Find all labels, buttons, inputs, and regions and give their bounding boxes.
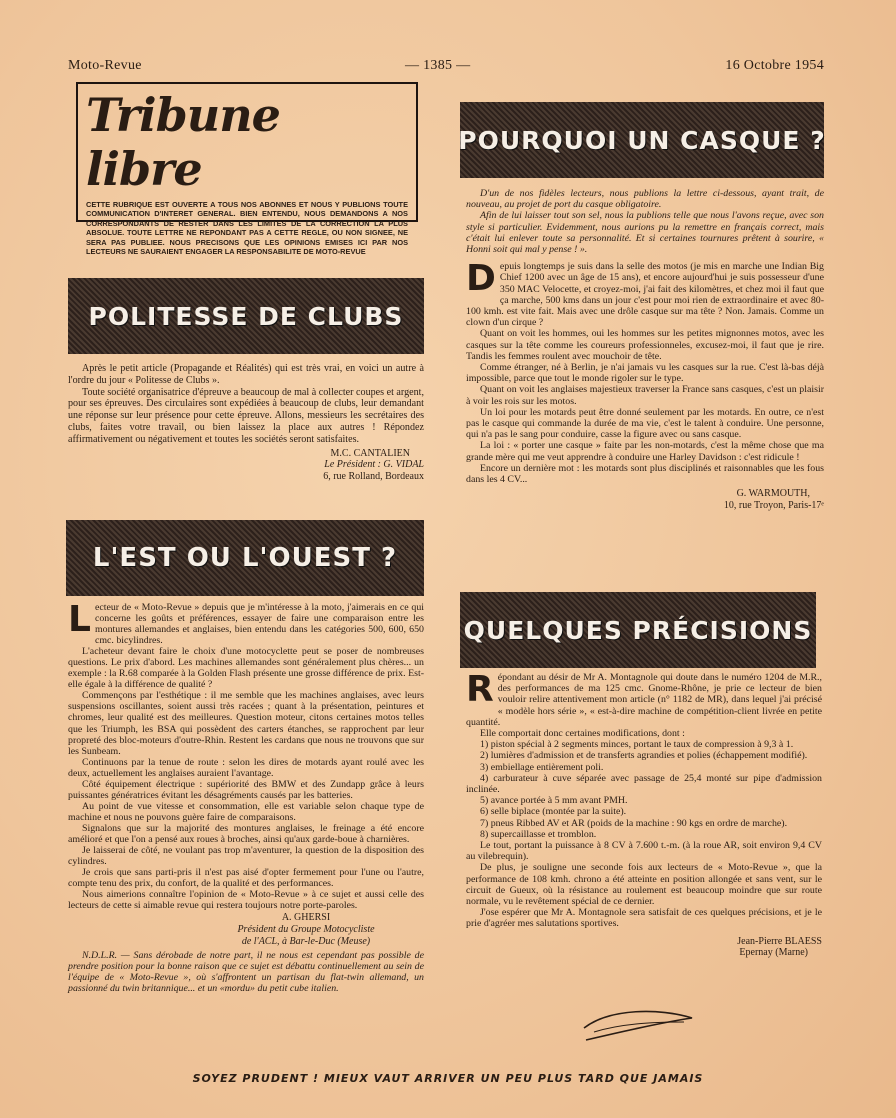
drop-cap: D [466, 258, 496, 300]
intro-paragraph: Afin de lui laisser tout son sel, nous la publions telle que nous l'avons reçue, avec son style si particulier. Evidemment, nous aurions pu la remettre en français correct, mais c'était lui enlever toute sa personnalité. Et si certaines tournures prêtent à sourire, « Honni soit qui mal y pense ! ». [466, 210, 824, 256]
politesse-heading: POLITESSE DE CLUBS [88, 301, 404, 331]
signature-address: 6, rue Rolland, Bordeaux [323, 470, 424, 482]
paragraph: Comme étranger, né à Berlin, je n'ai jamais vu les casques sur la rue. C'est là-bas déjà impossible, parce que tout le monde rigoler sur le type. [466, 362, 824, 385]
list-item: 6) selle biplace (montée par la suite). [480, 806, 627, 818]
paragraph: Le tout, portant la puissance à 8 CV à 7.600 t.-m. (à la roue AR, soit environ 9,4 CV au vilebrequin). [466, 840, 822, 863]
casque-heading: POURQUOI UN CASQUE ? [458, 125, 826, 155]
list-item: 2) lumières d'admission et de transferts agrandies et polies (échappement modifié). [480, 750, 808, 762]
signature-name: G. WARMOUTH, [736, 488, 810, 500]
tribune-notice: CETTE RUBRIQUE EST OUVERTE A TOUS NOS ABONNES ET NOUS Y PUBLIONS TOUTE COMMUNICATION D'INTERET GENERAL. BIEN ENTENDU, NOUS DEMANDONS A NOS CORRESPONDANTS DE RESTER DANS LES LIMITES DE LA CORRECTION LA PLUS ABSOLUE. TOUTE LETTRE NE REPONDANT PAS A CETTE REGLE, OU NON SIGNEE, NE SERA PAS PUBLIEE. NOUS PRECISONS QUE LES OPINIONS EMISES ICI PAR NOS LECTEURS NE SAURAIENT ENGAGER LA RESPONSABILITE DE MOTO-REVUE [86, 200, 408, 257]
politesse-article [68, 363, 424, 482]
paragraph: Continuons par la tenue de route : selon les dires de motards ayant roulé avec les deux, actuellement les anglaises auraient l'avantage. [68, 756, 424, 779]
list-item: 1) piston spécial à 2 segments minces, portant le taux de compression à 9,3 à 1. [480, 739, 794, 751]
estouest-banner [66, 520, 424, 596]
casque-banner [460, 102, 824, 178]
editor-note: N.D.L.R. — Sans dérobade de notre part, il ne nous est cependant pas possible de prendre position pour la bonne raison que ce sujet est débattu continuellement au sein de l'équipe de « Moto-Revue », où s'affrontent un partisan du flat-twin allemand, un passionné du twin britannique... et un «mordu» du petit cube italien. [68, 950, 424, 995]
paragraph: Nous aimerions connaître l'opinion de « Moto-Revue » à ce sujet et aussi celle des lecteurs de cette si aimable revue qui restera toujours notre porte-paroles. [68, 889, 424, 912]
paragraph: Au point de vue vitesse et consommation, elle est variable selon chaque type de machine et nous ne pouvons guère faire de comparaisons. [68, 800, 424, 823]
signature-name: M.C. CANTALIEN [330, 447, 410, 459]
precisions-article [466, 669, 822, 959]
flourish-ornament-icon [580, 1002, 698, 1046]
casque-article [466, 188, 824, 511]
precisions-heading: QUELQUES PRÉCISIONS [463, 615, 813, 645]
drop-cap: L [68, 599, 91, 640]
paragraph: Après le petit article (Propagande et Réalités) qui est très vrai, en voici un autre à l'ordre du jour « Politesse de Clubs ». [68, 363, 424, 386]
signature-name: A. GHERSI [281, 912, 331, 924]
paragraph: Signalons que sur la majorité des montures anglaises, le freinage a été encore amélioré et que l'on a pensé aux roues à broches, ainsi qu'aux garde-boue à charnières. [68, 822, 424, 845]
paragraph: De plus, je souligne une seconde fois aux lecteurs de « Moto-Revue », que la performance de 108 kmh. chrono a été atteinte en position allongée et sans vent, sur le circuit de Gueux, où la résistance au roulement est beaucoup moindre que sur route normale, vu le revêtement spécial de ce dernier. [466, 862, 822, 908]
first-paragraph: épondant au désir de Mr A. Montagnole qui doute dans le numéro 1204 de M.R., des performances de ma 125 cmc. Gnome-Rhône, je prie ce lecteur de bien vouloir relire attentivement mon article (n° 1182 de MR), dans lequel j'ai précisé « modèle hors série », « est-à-dire machine de compétition-client livrée en petite quantité. [466, 672, 822, 728]
page-footer-slogan: SOYEZ PRUDENT ! MIEUX VAUT ARRIVER UN PEU PLUS TARD QUE JAMAIS [192, 1072, 704, 1085]
list-item: 3) embiellage entièrement poli. [480, 761, 604, 773]
intro-paragraph: D'un de nos fidèles lecteurs, nous publions la lettre ci-dessous, ayant trait, de nouveau, au projet de port du casque obligatoire. [466, 188, 824, 211]
paragraph: Commençons par l'esthétique : il me semble que les machines anglaises, avec leurs suspensions oscillantes, soient aussi très racées ; quant à la présentation, peintures et chromes, leur qualité est des meilleures. Question moteur, citons certaines motos telles que les Triumph, les BSA qui possèdent des carters étanches, se rapprochent par leur propreté des bloc-moteurs d'outre-Rhin. Restent les cardans que nous ne trouvons que sur les Sunbeam. [68, 690, 424, 757]
estouest-article [68, 599, 424, 995]
signature-role: Le Président : G. VIDAL [324, 459, 424, 471]
magazine-name: Moto-Revue [68, 58, 142, 73]
paragraph: La loi : « porter une casque » faite par les non-motards, c'est la même chose que ma grande mère qui me veut apprendre à conduire une Harley Davidson : c'est ridicule ! [466, 440, 824, 463]
drop-cap: R [466, 669, 494, 710]
signature-name: Jean-Pierre BLAESS [737, 935, 822, 947]
page-number: — 1385 — [405, 58, 471, 73]
list-item: 5) avance portée à 5 mm avant PMH. [480, 795, 628, 807]
paragraph: Un loi pour les motards peut être donné seulement par les motards. En outre, ce n'est pas le casque qui commande la durée de ma vie, c'est le talent à conduire. Une personne, qui n'a pas le sang pour conduire, casse la figure avec ou sans casque. [466, 406, 824, 441]
paragraph: Encore un dernière mot : les motards sont plus disciplinés et raisonnables que les fous dans les 4 CV... [466, 462, 824, 486]
paragraph: Quant on voit les hommes, oui les hommes sur les petites mignonnes motos, avec les casques sur la tête comme les coureurs professionneles, excusez-moi, il faut que je rire. Tandis les femmes roulent avec mouchoir de tête. [466, 328, 824, 362]
signature-role: de l'ACL, à Bar-le-Duc (Meuse) [241, 935, 371, 947]
paragraph: Quant on voit les anglaises majestieux traverser la France sans casques, c'est un plaisir à voir les rois sur les motos. [466, 384, 824, 407]
paragraph: Côté équipement électrique : supériorité des BMW et des Zundapp grâce à leurs puissantes génératrices évitant les désagréments causés par les batteries. [68, 778, 424, 801]
issue-date: 16 Octobre 1954 [725, 58, 824, 73]
paragraph: L'acheteur devant faire le choix d'une motocyclette peut se poser de nombreuses questions. Le prix d'abord. Les machines allemandes sont généralement plus chères... un exemple : la R.68 comparée à la Golden Flash présente une grosse différence de prix. Est-elle égale à la différence de qualité ? [68, 646, 424, 691]
paragraph: Toute société organisatrice d'épreuve a beaucoup de mal à collecter coupes et argent, pour ses épreuves. Des circulaires sont expédiées à beaucoup de clubs, leur demandant une réponse sur leur présence pour cette épreuve. Allons, messieurs les secrétaires des clubs, faites votre travail, ou bien laissez la place aux autres ! Répondez affirmativement ou négativement et toutes les sociétés seront satisfaites. [68, 386, 424, 445]
paragraph: J'ose espérer que Mr A. Montagnole sera satisfait de ces quelques précisions, et je le prie d'agréer mes salutations sportives. [466, 907, 822, 930]
first-paragraph: epuis longtemps je suis dans la selle des motos (je mis en marche une Indian Big Chief 1200 avec un âge de 15 ans), et encore aujourd'hui je suis possesseur d'une 350 MAC Velocette, et croyez-moi, j'ai fait des kilomètres, et chez moi il faut que ça marche, 500 kms dans un jour c'est pour moi rien de extraordinaire et avec 80-100 kmh. est vite fait. Mais avec une drôle casque sur ma tête ? Non. Jamais. Comme un clown d'un cirque ? [466, 261, 824, 329]
signature-address: Epernay (Marne) [739, 947, 808, 959]
paragraph: Elle comportait donc certaines modifications, dont : [480, 728, 685, 740]
signature-address: 10, rue Troyon, Paris-17ᵉ [723, 499, 824, 511]
first-paragraph: ecteur de « Moto-Revue » depuis que je m'intéresse à la moto, j'aimerais en ce qui concerne les goûts et préférences, essayer de faire une comparaison entre les montures allemandes et anglaises, bien entendu dans les catégories 500, 600, 650 cmc. bicylindres. [94, 602, 424, 647]
precisions-banner [460, 592, 816, 668]
tribune-title: Tribune libre [86, 88, 280, 196]
politesse-banner [68, 278, 424, 354]
list-item: 8) supercaillasse et tromblon. [480, 828, 597, 840]
tribune-box [76, 82, 418, 257]
list-item: 4) carburateur à cuve séparée avec passage de 25,4 monté sur pipe d'admission inclinée. [466, 772, 822, 796]
list-item: 7) pneus Ribbed AV et AR (poids de la machine : 90 kgs en ordre de marche). [480, 817, 788, 829]
signature-role: Président du Groupe Motocycliste [237, 923, 375, 935]
paragraph: Je laisserai de côté, ne voulant pas trop m'aventurer, la question de la disposition des cylindres. [68, 845, 424, 868]
paragraph: Je crois que sans parti-pris il n'est pas aisé d'opter fermement pour l'une ou l'autre, compte tenu des prix, du confort, de la qualité et des performances. [68, 867, 424, 890]
estouest-heading: L'EST OU L'OUEST ? [92, 543, 398, 573]
